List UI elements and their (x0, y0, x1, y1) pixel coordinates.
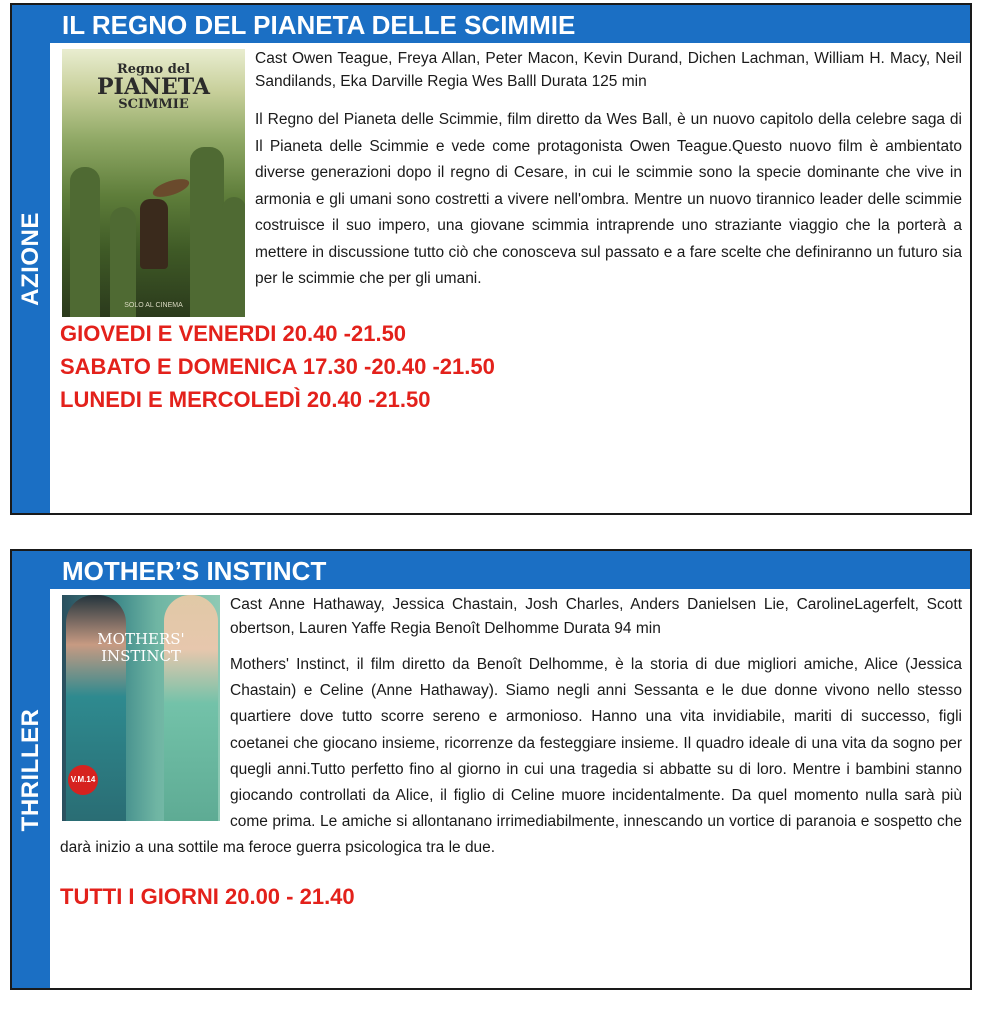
showtime-line: GIOVEDI E VENERDI 20.40 -21.50 (60, 321, 407, 346)
film-card (10, 549, 972, 990)
poster-title: MOTHERS' INSTINCT (97, 630, 185, 665)
poster-footer: SOLO AL CINEMA (124, 302, 183, 309)
film-description: Mothers' Instinct, il film diretto da Benoît Delhomme, è la storia di due migliori amiche, Alice (Jessica Chastain) e Celine (Anne Hathaway). Siamo negli anni Sessanta e le due donne vivono nello stesso quartiere dove tutto scorre sereno e armonioso. Hanno una vita invidiabile, mariti di successo, figli coetanei che giocano insieme, ricorrenze da festeggiare insieme. Il quadro ideale di una vita da sogno per quegli anni.Tutto perfetto fino al giorno in cui una tragedia si abbatte su di loro. Mentre i bambini stanno giocando controllati da Alice, il figlio di Celine muore incidentalmente. Da quel momento nulla sarà più come prima. Le amiche si allontanano irrimediabilmente, innescando un vortice di paranoia e sospetto che darà inizio a una sottile ma feroce guerra psicologica tra le due. (60, 656, 962, 857)
film-card (10, 3, 972, 515)
film-content (50, 43, 970, 513)
showtime-line: LUNEDI E MERCOLEDÌ 20.40 -21.50 (60, 387, 431, 412)
age-rating-badge: V.M.14 (68, 765, 98, 795)
film-title: IL REGNO DEL PIANETA DELLE SCIMMIE (50, 5, 970, 43)
genre-label: AZIONE (17, 212, 44, 306)
film-description: Il Regno del Pianeta delle Scimmie, film diretto da Wes Ball, è un nuovo capitolo della celebre saga di Il Pianeta delle Scimmie e vede come protagonista Owen Teague.Questo nuovo film è ambientato diverse generazioni dopo il regno di Cesare, in cui le scimmie sono la specie dominante che vive in armonia e gli umani sono costretti a vivere nell'ombra. Mentre un nuovo tirannico leader delle scimmie costruisce il suo impero, una giovane scimmia intraprende uno straziante viaggio che la porterà a mettere in discussione tutto ciò che conosceva sul passato e a fare scelte che definiranno un futuro sia per le scimmie che per gli umani. (255, 111, 962, 287)
showtimes (60, 317, 962, 416)
film-cast: Cast Owen Teague, Freya Allan, Peter Macon, Kevin Durand, Dichen Lachman, William H. Macy, Neil Sandilands, Eka Darville Regia Wes Balll Durata 125 min (255, 50, 962, 90)
showtimes (60, 880, 962, 913)
film-title: MOTHER’S INSTINCT (50, 551, 970, 589)
genre-sidebar (12, 551, 50, 988)
eagle-icon (151, 175, 191, 200)
showtime-line: SABATO E DOMENICA 17.30 -20.40 -21.50 (60, 354, 495, 379)
movie-poster-icon (62, 49, 245, 317)
genre-label: THRILLER (17, 708, 44, 831)
showtime-line: TUTTI I GIORNI 20.00 - 21.40 (60, 883, 355, 909)
movie-poster-icon (62, 595, 220, 821)
genre-sidebar (12, 5, 50, 513)
film-cast: Cast Anne Hathaway, Jessica Chastain, Josh Charles, Anders Danielsen Lie, CarolineLagerfelt, Scott obertson, Lauren Yaffe Regia Benoît Delhomme Durata 94 min (230, 596, 962, 637)
film-content (50, 589, 970, 988)
rider-icon (140, 199, 168, 269)
poster-title: Regno del PIANETA SCIMMIE (96, 62, 211, 112)
